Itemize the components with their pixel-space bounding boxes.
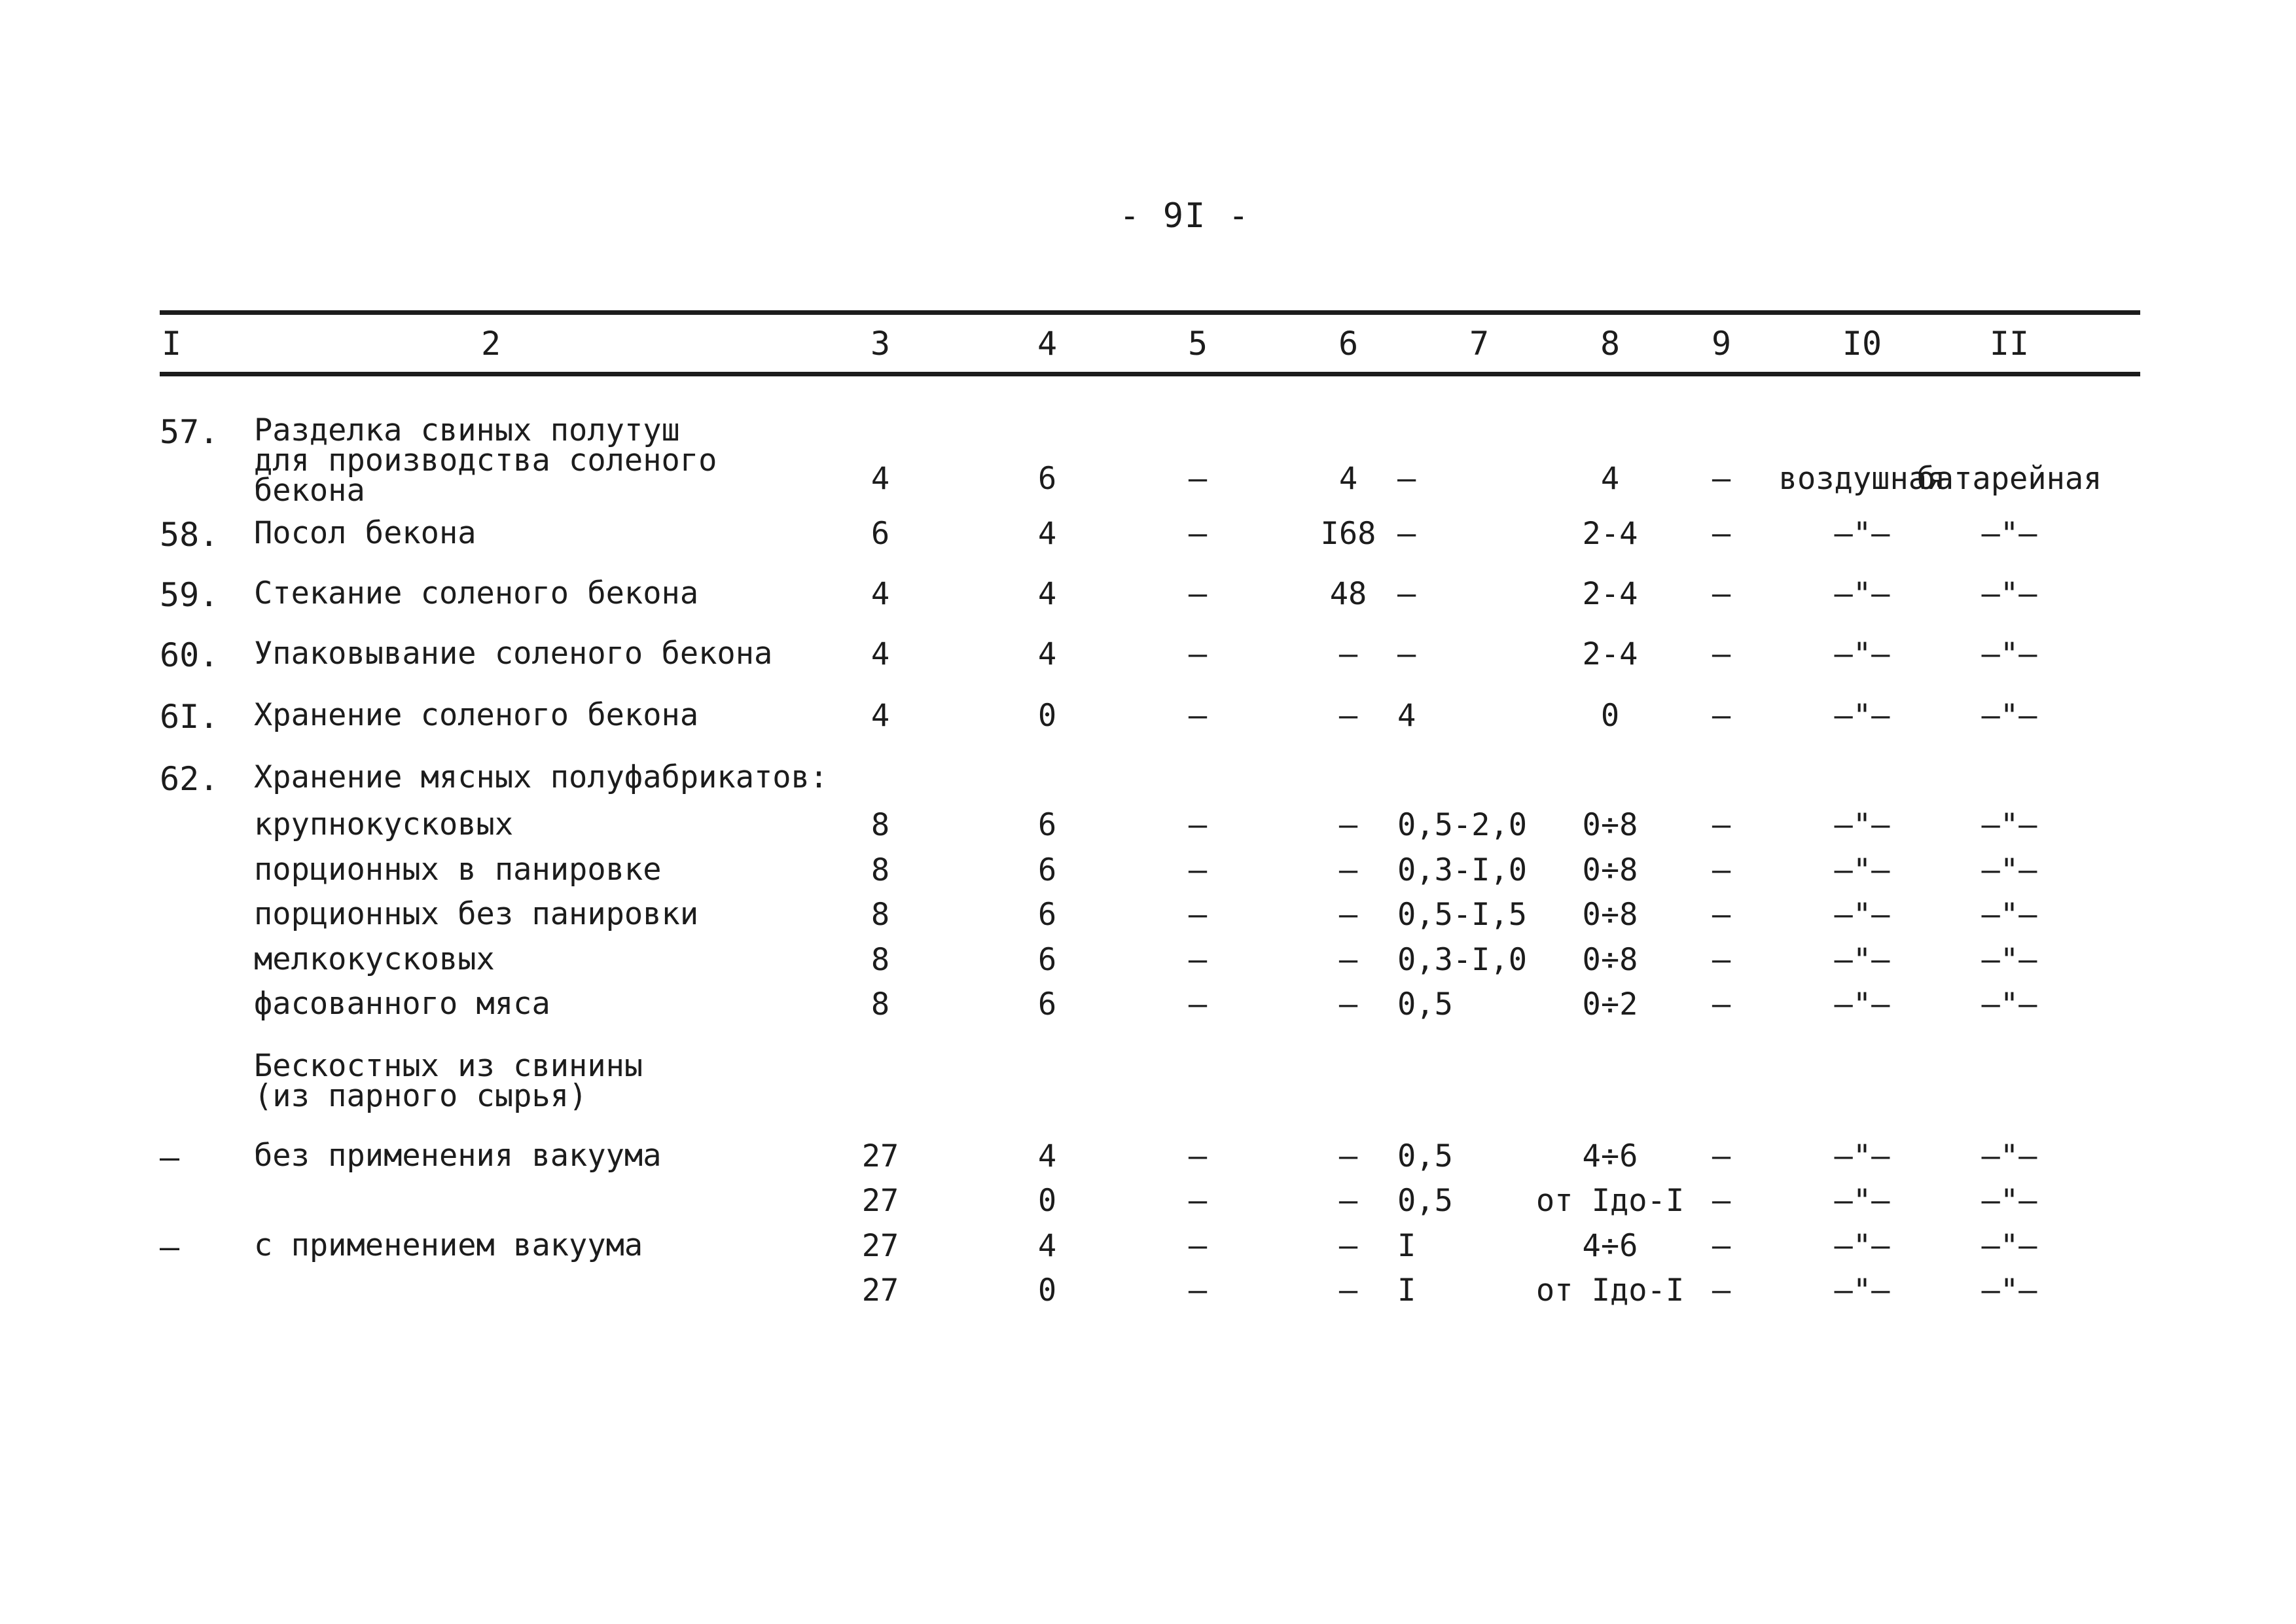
cell-col-11: –"– [1981,986,2037,1022]
cell-col-8: 0÷8 [1582,852,1638,888]
cell-col-4: 6 [1037,942,1057,978]
cell-col-11: батарейная [1916,461,2102,497]
cell-col-5: – [1188,807,1208,843]
operation-name: крупнокусковых [254,806,514,842]
cell-col-6: – [1338,852,1358,888]
column-header-11: II [1989,325,2030,363]
row-number: 62. [160,760,219,798]
cell-col-6: – [1338,698,1358,734]
column-header-4: 4 [1037,325,1058,363]
cell-col-10: –"– [1834,636,1890,672]
cell-col-11: –"– [1981,942,2037,978]
cell-col-3: 4 [870,576,890,612]
cell-col-3: 8 [870,986,890,1022]
operation-name: Хранение мясных полуфабрикатов: [254,759,829,795]
row-number: 58. [160,516,219,554]
cell-col-8: 4÷6 [1582,1228,1638,1264]
row-number: – [160,1138,180,1176]
column-header-5: 5 [1187,325,1208,363]
cell-col-6: – [1338,1272,1358,1308]
cell-col-7: I [1397,1228,1416,1264]
cell-col-6: – [1338,1183,1358,1219]
cell-col-11: –"– [1981,698,2037,734]
cell-col-10: –"– [1834,698,1890,734]
page-number: - 9I - [1119,196,1250,236]
cell-col-7: 0,5 [1397,1138,1453,1174]
cell-col-7: 0,5 [1397,986,1453,1022]
cell-col-8: 0 [1600,698,1620,734]
cell-col-10: –"– [1834,807,1890,843]
cell-col-10: –"– [1834,897,1890,933]
cell-col-6: – [1338,897,1358,933]
cell-col-5: – [1188,1183,1208,1219]
cell-col-8: от Iдо-I [1535,1272,1685,1308]
cell-col-11: –"– [1981,1228,2037,1264]
cell-col-11: –"– [1981,1138,2037,1174]
cell-col-8: 0÷8 [1582,897,1638,933]
cell-col-9: – [1712,852,1731,888]
cell-col-5: – [1188,698,1208,734]
operation-name: Разделка свиных полутуш для производства соленого бекона [254,412,717,509]
cell-col-6: – [1338,986,1358,1022]
cell-col-11: –"– [1981,897,2037,933]
cell-col-5: – [1188,516,1208,552]
cell-col-6: I68 [1320,516,1376,552]
cell-col-6: – [1338,807,1358,843]
cell-col-3: 27 [861,1272,899,1308]
cell-col-7: – [1397,461,1416,497]
cell-col-11: –"– [1981,1183,2037,1219]
cell-col-7: I [1397,1272,1416,1308]
cell-col-8: 0÷8 [1582,942,1638,978]
cell-col-10: –"– [1834,1272,1890,1308]
row-number: 57. [160,413,219,451]
cell-col-6: – [1338,636,1358,672]
cell-col-3: 8 [870,897,890,933]
column-header-2: 2 [480,325,501,363]
cell-col-8: 2-4 [1582,636,1638,672]
cell-col-5: – [1188,897,1208,933]
column-header-10: I0 [1842,325,1882,363]
cell-col-4: 4 [1037,576,1057,612]
cell-col-7: 0,5-2,0 [1397,807,1528,843]
cell-col-5: – [1188,986,1208,1022]
row-number: 59. [160,576,219,614]
operation-name: Хранение соленого бекона [254,697,699,733]
cell-col-4: 6 [1037,852,1057,888]
cell-col-7: 0,5 [1397,1183,1453,1219]
row-number: 6I. [160,698,219,736]
cell-col-11: –"– [1981,636,2037,672]
operation-name: порционных без панировки [254,896,699,932]
cell-col-4: 6 [1037,807,1057,843]
cell-col-10: –"– [1834,852,1890,888]
cell-col-5: – [1188,636,1208,672]
cell-col-9: – [1712,942,1731,978]
cell-col-11: –"– [1981,807,2037,843]
cell-col-10: –"– [1834,986,1890,1022]
operation-name: Посол бекона [254,515,476,551]
column-header-1: I [161,325,182,363]
cell-col-6: 4 [1338,461,1358,497]
cell-col-9: – [1712,1228,1731,1264]
cell-col-9: – [1712,576,1731,612]
cell-col-9: – [1712,1138,1731,1174]
row-number: 60. [160,636,219,674]
cell-col-3: 27 [861,1138,899,1174]
cell-col-9: – [1712,636,1731,672]
cell-col-3: 4 [870,636,890,672]
cell-col-4: 6 [1037,897,1057,933]
cell-col-10: –"– [1834,942,1890,978]
operation-name: фасованного мяса [254,986,550,1022]
cell-col-4: 4 [1037,516,1057,552]
cell-col-10: воздушная [1778,461,1946,497]
cell-col-5: – [1188,461,1208,497]
cell-col-8: 4÷6 [1582,1138,1638,1174]
cell-col-6: 48 [1329,576,1367,612]
cell-col-6: – [1338,1138,1358,1174]
operation-name: без применения вакуума [254,1138,662,1174]
cell-col-8: 0÷8 [1582,807,1638,843]
cell-col-7: 0,5-I,5 [1397,897,1528,933]
cell-col-10: –"– [1834,516,1890,552]
cell-col-5: – [1188,942,1208,978]
column-header-9: 9 [1711,325,1732,363]
column-header-3: 3 [870,325,891,363]
cell-col-7: 0,3-I,0 [1397,852,1528,888]
column-header-8: 8 [1600,325,1621,363]
column-header-6: 6 [1338,325,1359,363]
table-header-rule [160,372,2140,376]
cell-col-5: – [1188,1228,1208,1264]
operation-name: мелкокусковых [254,941,495,977]
cell-col-8: 0÷2 [1582,986,1638,1022]
cell-col-11: –"– [1981,516,2037,552]
cell-col-8: 2-4 [1582,576,1638,612]
cell-col-3: 4 [870,461,890,497]
cell-col-8: от Iдо-I [1535,1183,1685,1219]
cell-col-10: –"– [1834,576,1890,612]
cell-col-3: 27 [861,1228,899,1264]
cell-col-9: – [1712,461,1731,497]
cell-col-7: 4 [1397,698,1416,734]
cell-col-7: – [1397,576,1416,612]
cell-col-5: – [1188,1272,1208,1308]
table-top-rule [160,310,2140,315]
cell-col-7: – [1397,636,1416,672]
cell-col-7: 0,3-I,0 [1397,942,1528,978]
cell-col-4: 0 [1037,1183,1057,1219]
cell-col-10: –"– [1834,1138,1890,1174]
cell-col-9: – [1712,516,1731,552]
cell-col-10: –"– [1834,1228,1890,1264]
cell-col-6: – [1338,942,1358,978]
cell-col-3: 8 [870,807,890,843]
operation-name: порционных в панировке [254,852,662,888]
cell-col-4: 4 [1037,636,1057,672]
cell-col-3: 27 [861,1183,899,1219]
cell-col-9: – [1712,986,1731,1022]
cell-col-4: 6 [1037,986,1057,1022]
cell-col-9: – [1712,1183,1731,1219]
cell-col-3: 4 [870,698,890,734]
cell-col-5: – [1188,1138,1208,1174]
cell-col-7: – [1397,516,1416,552]
cell-col-10: –"– [1834,1183,1890,1219]
cell-col-4: 0 [1037,1272,1057,1308]
cell-col-9: – [1712,897,1731,933]
cell-col-8: 4 [1600,461,1620,497]
cell-col-4: 6 [1037,461,1057,497]
cell-col-4: 0 [1037,698,1057,734]
cell-col-3: 6 [870,516,890,552]
cell-col-4: 4 [1037,1138,1057,1174]
cell-col-3: 8 [870,942,890,978]
cell-col-4: 4 [1037,1228,1057,1264]
cell-col-8: 2-4 [1582,516,1638,552]
cell-col-11: –"– [1981,852,2037,888]
column-header-7: 7 [1469,325,1490,363]
operation-name: Упаковывание соленого бекона [254,636,773,672]
cell-col-6: – [1338,1228,1358,1264]
operation-name: Бескостных из свинины (из парного сырья) [254,1048,643,1114]
cell-col-9: – [1712,698,1731,734]
operation-name: Стекание соленого бекона [254,575,699,611]
cell-col-11: –"– [1981,576,2037,612]
cell-col-9: – [1712,807,1731,843]
cell-col-3: 8 [870,852,890,888]
cell-col-5: – [1188,576,1208,612]
cell-col-9: – [1712,1272,1731,1308]
row-number: – [160,1228,180,1266]
cell-col-11: –"– [1981,1272,2037,1308]
operation-name: с применением вакуума [254,1227,643,1263]
cell-col-5: – [1188,852,1208,888]
